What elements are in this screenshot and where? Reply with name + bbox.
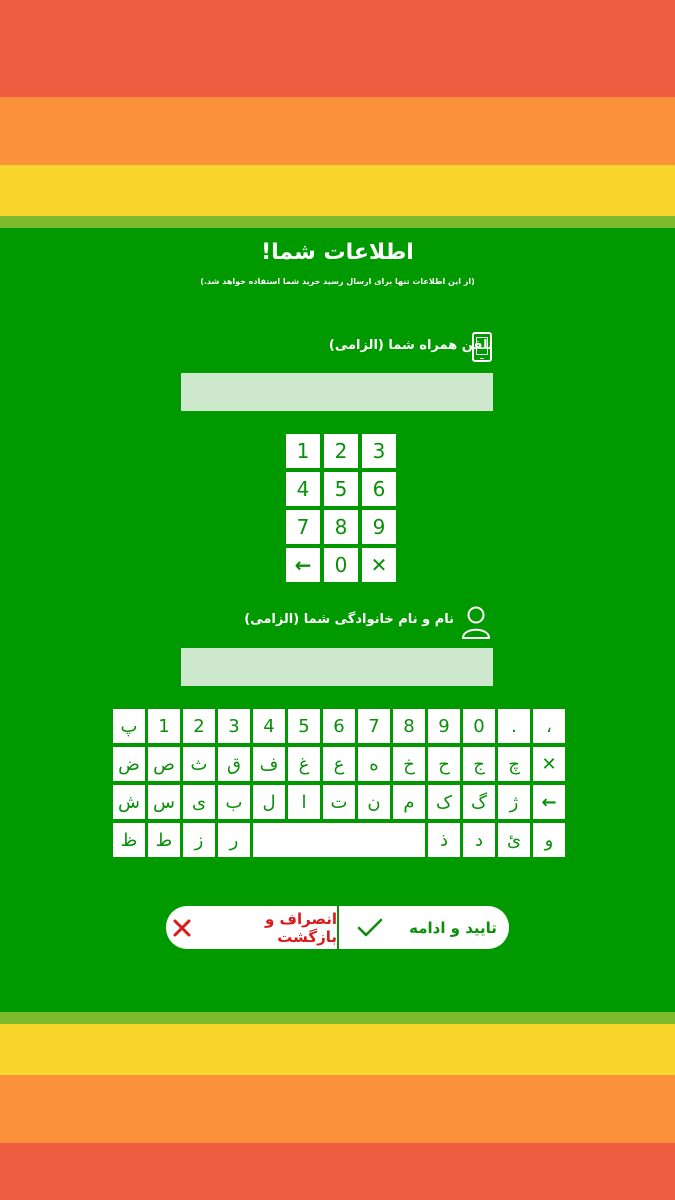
kb-key[interactable]: ژ (498, 785, 530, 819)
numpad-key-0[interactable]: 0 (324, 548, 358, 582)
kb-key[interactable]: ه (358, 747, 390, 781)
kb-key[interactable]: 9 (428, 709, 460, 743)
name-input[interactable] (181, 648, 493, 686)
bottom-stripe-lime (0, 1012, 675, 1024)
kb-key[interactable]: ض (113, 747, 145, 781)
kb-key[interactable]: ت (323, 785, 355, 819)
kb-backspace-button[interactable]: ← (533, 785, 565, 819)
confirm-label: تایید و ادامه (409, 918, 497, 937)
cancel-button[interactable] (166, 906, 337, 949)
bottom-stripe-red (0, 1143, 675, 1200)
top-stripe-orange (0, 97, 675, 165)
user-icon (461, 605, 491, 639)
kb-key[interactable]: خ (393, 747, 425, 781)
kb-key[interactable]: ذ (428, 823, 460, 857)
persian-keyboard (116, 709, 565, 856)
top-stripe-yellow (0, 165, 675, 216)
numpad-backspace-button[interactable]: ← (286, 548, 320, 582)
kb-key[interactable]: س (148, 785, 180, 819)
kb-key[interactable]: 3 (218, 709, 250, 743)
top-stripe-lime (0, 216, 675, 228)
kb-key[interactable]: پ (113, 709, 145, 743)
numpad-key-7[interactable]: 7 (286, 510, 320, 544)
phone-input[interactable] (181, 373, 493, 411)
bottom-stripe-yellow (0, 1024, 675, 1075)
numpad-key-2[interactable]: 2 (324, 434, 358, 468)
kb-key[interactable]: گ (463, 785, 495, 819)
numpad-key-5[interactable]: 5 (324, 472, 358, 506)
numpad-key-1[interactable]: 1 (286, 434, 320, 468)
cancel-label: انصراف و بازگشت (265, 909, 337, 946)
kb-key[interactable]: 6 (323, 709, 355, 743)
page-title: اطلاعات شما! (261, 240, 414, 265)
bottom-stripe-orange (0, 1075, 675, 1143)
kb-key[interactable]: ج (463, 747, 495, 781)
kb-key[interactable]: 0 (463, 709, 495, 743)
numpad-key-3[interactable]: 3 (362, 434, 396, 468)
kb-key[interactable]: ل (253, 785, 285, 819)
action-bar (166, 906, 509, 949)
kb-key[interactable]: ئ (498, 823, 530, 857)
checkmark-icon (357, 918, 383, 938)
close-icon (172, 918, 192, 938)
kb-key[interactable]: ع (323, 747, 355, 781)
kb-key[interactable]: ط (148, 823, 180, 857)
numpad-key-6[interactable]: 6 (362, 472, 396, 506)
kb-key[interactable]: چ (498, 747, 530, 781)
kb-space-key[interactable] (253, 823, 425, 857)
kb-key[interactable]: 1 (148, 709, 180, 743)
kb-key[interactable]: 5 (288, 709, 320, 743)
numpad (286, 434, 396, 581)
kb-key[interactable]: ث (183, 747, 215, 781)
kb-key[interactable]: ب (218, 785, 250, 819)
kb-key[interactable]: و (533, 823, 565, 857)
name-label: نام و نام خانوادگی شما (الزامی) (244, 612, 454, 627)
kb-key[interactable]: ک (428, 785, 460, 819)
kb-key[interactable]: ص (148, 747, 180, 781)
page-subtitle: (از این اطلاعات تنها برای ارسال رسید خرید شما استفاده خواهد شد.) (200, 277, 475, 286)
kb-key[interactable]: ز (183, 823, 215, 857)
kb-key[interactable]: ، (533, 709, 565, 743)
kb-key[interactable]: غ (288, 747, 320, 781)
kb-key[interactable]: 2 (183, 709, 215, 743)
numpad-key-8[interactable]: 8 (324, 510, 358, 544)
kb-key[interactable]: م (393, 785, 425, 819)
kb-key[interactable]: ی (183, 785, 215, 819)
numpad-key-4[interactable]: 4 (286, 472, 320, 506)
kb-key[interactable]: ف (253, 747, 285, 781)
kb-key[interactable]: ق (218, 747, 250, 781)
kb-key[interactable]: ظ (113, 823, 145, 857)
confirm-button[interactable] (337, 906, 509, 949)
kb-key[interactable]: 8 (393, 709, 425, 743)
phone-label: تلفن همراه شما (الزامی) (328, 338, 493, 353)
numpad-clear-button[interactable]: ✕ (362, 548, 396, 582)
kb-key[interactable]: ا (288, 785, 320, 819)
top-stripe-red (0, 0, 675, 97)
numpad-key-9[interactable]: 9 (362, 510, 396, 544)
kb-key[interactable]: 4 (253, 709, 285, 743)
kb-key[interactable]: ن (358, 785, 390, 819)
kb-key[interactable]: ح (428, 747, 460, 781)
kb-key[interactable]: . (498, 709, 530, 743)
kb-key[interactable]: ر (218, 823, 250, 857)
kb-key[interactable]: 7 (358, 709, 390, 743)
kb-key[interactable]: د (463, 823, 495, 857)
kb-key[interactable]: ش (113, 785, 145, 819)
kb-clear-button[interactable]: ✕ (533, 747, 565, 781)
